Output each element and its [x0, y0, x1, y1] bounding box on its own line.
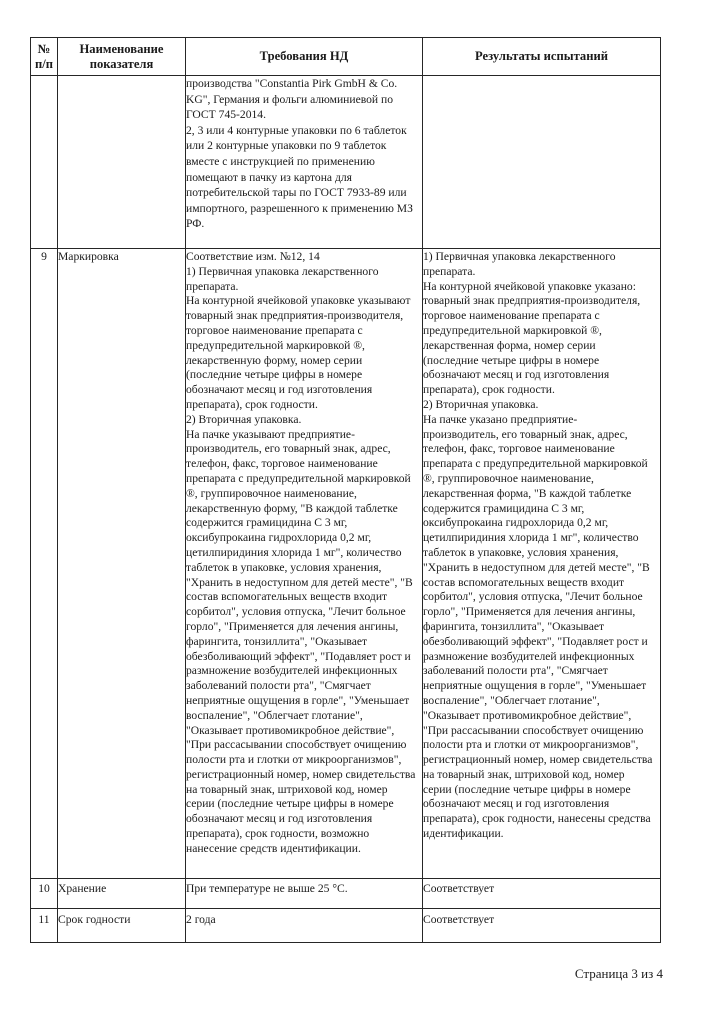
text-line: препарата с предупредительной маркировкой: [423, 457, 648, 471]
text-line: (последние четыре цифры в номере: [186, 368, 363, 382]
text-line: цетилпиридиния хлорида 1 мг", количество: [423, 531, 639, 545]
text-line: размножение возбудителей инфекционных: [423, 649, 635, 663]
header-indicator: [58, 38, 186, 76]
header-number: [31, 38, 58, 76]
text-line: На контурной ячейковой упаковке указывают: [186, 294, 411, 308]
text-line: №: [37, 41, 51, 56]
text-line: производитель, его товарный знак, адрес,: [186, 442, 391, 456]
text-line: предупредительной маркировкой ®,: [186, 338, 365, 352]
cell-results: Соответствует: [423, 879, 661, 909]
text-line: ®, группировочное наименование,: [423, 471, 594, 485]
text-line: 1) Первичная упаковка лекарственного: [186, 264, 379, 278]
text-line: вместе с инструкцией по применению: [186, 154, 375, 168]
text-line: обезболивающий эффект", "Подавляет рост и: [186, 649, 411, 663]
text-line: лекарственная форма, "В каждой таблетке: [423, 486, 632, 500]
text-line: воспаление", "Облегчает глотание",: [186, 708, 363, 722]
cell-indicator: Хранение: [58, 879, 186, 909]
text-line: препарата.: [186, 279, 239, 293]
text-line: показателя: [89, 56, 154, 71]
text-line: РФ.: [186, 217, 205, 231]
cell-indicator: [58, 76, 186, 249]
cell-results: [423, 76, 661, 249]
text-line: На пачке указано предприятие-: [423, 412, 578, 426]
text-line: состав вспомогательных веществ входит: [186, 590, 388, 604]
text-line: обозначают месяц и год изготовления: [423, 797, 610, 811]
text-line: воспаление", "Облегчает глотание",: [423, 693, 600, 707]
text-line: сорбитол", условия отпуска, "Лечит больное: [423, 590, 643, 604]
text-line: препарата.: [423, 264, 476, 278]
text-line: торговое наименование препарата с: [186, 323, 363, 337]
cell-number: [31, 76, 58, 249]
text-line: полости рта и глотки от микроорганизмов",: [423, 738, 639, 752]
text-line: "При рассасывании способствует очищению: [423, 723, 644, 737]
text-line: помещают в пачку из картона для: [186, 170, 352, 184]
text-line: 2) Вторичная упаковка.: [186, 412, 302, 426]
text-line: фарингита, тонзиллита", "Оказывает: [186, 634, 368, 648]
text-line: препарата с предупредительной маркировкой: [186, 471, 411, 485]
text-line: телефон, факс, торговое наименование: [423, 442, 615, 456]
text-line: п/п: [34, 56, 53, 71]
cell-results: Соответствует: [423, 909, 661, 943]
text-line: серии (последние четыре цифры в номере: [186, 797, 394, 811]
table-row: [31, 909, 661, 943]
text-line: таблеток в упаковке, условия хранения,: [423, 545, 619, 559]
text-line: состав вспомогательных веществ входит: [423, 575, 625, 589]
text-line: товарный знак предприятия-производителя,: [423, 294, 641, 308]
cell-requirements: [186, 76, 423, 249]
text-line: заболеваний полости рта", "Смягчает: [186, 679, 371, 693]
text-line: лекарственную форму, номер серии: [186, 353, 363, 367]
text-line: оксибупрокаина гидрохлорида 0,2 мг,: [423, 516, 609, 530]
text-line: лекарственная форма, номер серии: [423, 338, 596, 352]
cell-indicator: Срок годности: [58, 909, 186, 943]
text-line: "Оказывает противомикробное действие",: [186, 723, 395, 737]
text-line: ®, группировочное наименование,: [186, 486, 357, 500]
text-line: неприятные ощущения в горле", "Уменьшает: [186, 693, 410, 707]
text-line: неприятные ощущения в горле", "Уменьшает: [423, 679, 647, 693]
cell-number: 11: [31, 909, 58, 943]
text-line: производства "Constantia Pirk GmbH & Co.: [186, 77, 398, 90]
cell-number: 10: [31, 879, 58, 909]
cell-requirements: [186, 249, 423, 879]
text-line: ГОСТ 745-2014.: [186, 108, 266, 122]
text-line: предупредительной маркировкой ®,: [423, 323, 602, 337]
table-row: [31, 879, 661, 909]
text-line: размножение возбудителей инфекционных: [186, 664, 398, 678]
text-line: KG", Германия и фольги алюминиевой по: [186, 92, 394, 106]
text-line: препарата), срок годности, возможно: [186, 827, 370, 841]
text-line: лекарственную форму, "В каждой таблетке: [186, 501, 398, 515]
text-line: регистрационный номер, номер свидетельства: [423, 753, 653, 767]
text-line: обозначают месяц и год изготовления: [186, 383, 373, 397]
text-line: цетилпиридиния хлорида 1 мг", количество: [186, 545, 402, 559]
table-header-row: [31, 38, 661, 76]
text-line: На контурной ячейковой упаковке указано:: [423, 279, 636, 293]
page-number: Страница 3 из 4: [574, 966, 663, 981]
text-line: "При рассасывании способствует очищению: [186, 738, 407, 752]
cell-indicator: Маркировка: [58, 249, 186, 879]
text-line: "Хранить в недоступном для детей месте", "В: [186, 575, 413, 589]
specification-table: [30, 37, 661, 943]
text-line: потребительской тары по ГОСТ 7933-89 или: [186, 186, 407, 200]
text-line: "Хранить в недоступном для детей месте", "В: [423, 560, 650, 574]
text-line: "Оказывает противомикробное действие",: [423, 708, 632, 722]
text-line: горло", "Применяется для лечения ангины,: [186, 619, 399, 633]
text-line: содержится грамицидина С 3 мг,: [186, 516, 348, 530]
text-line: 1) Первичная упаковка лекарственного: [423, 250, 616, 263]
cell-requirements: 2 года: [186, 909, 423, 943]
text-line: полости рта и глотки от микроорганизмов",: [186, 753, 402, 767]
header-results: Результаты испытаний: [423, 38, 661, 76]
text-line: товарный знак предприятия-производителя,: [186, 309, 404, 323]
text-line: или 2 контурные упаковки по 9 таблеток: [186, 139, 387, 153]
text-line: сорбитол", условия отпуска, "Лечит больное: [186, 605, 406, 619]
text-line: заболеваний полости рта", "Смягчает: [423, 664, 608, 678]
header-requirements: Требования НД: [186, 38, 423, 76]
text-line: препарата), срок годности.: [186, 397, 318, 411]
cell-number: 9: [31, 249, 58, 879]
text-line: препарата), срок годности.: [423, 383, 555, 397]
text-line: (последние четыре цифры в номере: [423, 353, 600, 367]
cell-requirements: При температуре не выше 25 °С.: [186, 879, 423, 909]
text-line: обезболивающий эффект", "Подавляет рост и: [423, 634, 648, 648]
text-line: серии (последние четыре цифры в номере: [423, 782, 631, 796]
text-line: Наименование: [79, 41, 164, 56]
text-line: 2, 3 или 4 контурные упаковки по 6 таблеток: [186, 123, 407, 137]
text-line: Соответствие изм. №12, 14: [186, 250, 320, 263]
text-line: производитель, его товарный знак, адрес,: [423, 427, 628, 441]
text-line: препарата), срок годности, нанесены средства: [423, 812, 651, 826]
text-line: регистрационный номер, номер свидетельства: [186, 767, 416, 781]
text-line: таблеток в упаковке, условия хранения,: [186, 560, 382, 574]
text-line: на товарный знак, штриховой код, номер: [186, 782, 388, 796]
text-line: 2) Вторичная упаковка.: [423, 397, 539, 411]
text-line: телефон, факс, торговое наименование: [186, 457, 378, 471]
table-row: [31, 249, 661, 879]
text-line: обозначают месяц и год изготовления: [186, 812, 373, 826]
cell-results: [423, 249, 661, 879]
text-line: импортного, разрешенного к применению МЗ: [186, 201, 413, 215]
table-row: [31, 76, 661, 249]
text-line: нанесение средств идентификации.: [186, 841, 361, 855]
text-line: идентификации.: [423, 827, 504, 841]
text-line: на товарный знак, штриховой код, номер: [423, 767, 625, 781]
text-line: оксибупрокаина гидрохлорида 0,2 мг,: [186, 531, 372, 545]
text-line: содержится грамицидина С 3 мг,: [423, 501, 585, 515]
text-line: На пачке указывают предприятие-: [186, 427, 355, 441]
text-line: фарингита, тонзиллита", "Оказывает: [423, 619, 605, 633]
text-line: горло", "Применяется для лечения ангины,: [423, 605, 636, 619]
text-line: обозначают месяц и год изготовления: [423, 368, 610, 382]
text-line: торговое наименование препарата с: [423, 309, 600, 323]
